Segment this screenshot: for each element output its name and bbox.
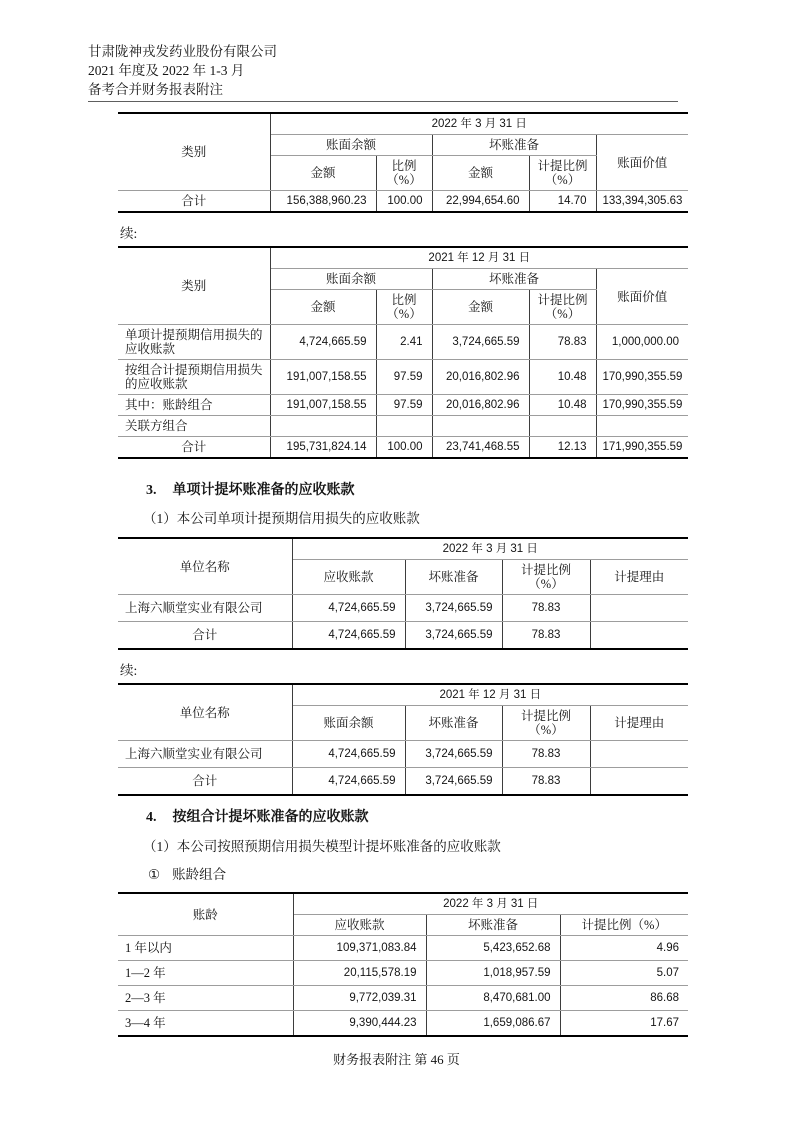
table-row [118, 360, 688, 395]
column-header-provision-ratio: 计提比例（%） [560, 915, 688, 936]
cell-receivables: 9,390,444.23 [293, 1011, 426, 1037]
cell-carrying-value: 170,990,355.59 [596, 395, 688, 416]
provision-ratio-unit: （%） [528, 577, 564, 591]
cell-provision-ratio [529, 416, 596, 437]
continued-label: 续: [120, 226, 138, 241]
page-header [88, 42, 793, 99]
cell-provision-ratio: 78.83 [502, 595, 590, 622]
provision-ratio-label: 计提比例 [520, 709, 571, 723]
cell-provision: 5,423,652.68 [426, 936, 560, 961]
cell-aging-bucket: 3—4 年 [118, 1011, 293, 1037]
cell-provision: 3,724,665.59 [405, 622, 502, 650]
provision-ratio-label: 计提比例 [520, 563, 571, 577]
section-3-number: 3. [146, 483, 157, 498]
cell-category: 合计 [118, 191, 270, 213]
cell-aging-bucket: 1 年以内 [118, 936, 293, 961]
cell-balance-amount [270, 416, 376, 437]
column-header-carrying-value: 账面价值 [596, 135, 688, 191]
cell-provision-reason [590, 595, 688, 622]
ratio-unit: （%） [386, 173, 422, 187]
column-header-amount: 金额 [270, 156, 376, 191]
cell-provision-ratio: 17.67 [560, 1011, 688, 1037]
cell-receivables: 4,724,665.59 [292, 595, 405, 622]
column-header-unit-name: 单位名称 [118, 684, 292, 741]
cell-provision-ratio: 78.83 [502, 741, 590, 768]
column-header-provision-ratio [502, 560, 590, 595]
cell-balance-amount: 4,724,665.59 [270, 325, 376, 360]
column-header-provision-reason: 计提理由 [590, 560, 688, 595]
cell-provision-ratio: 10.48 [529, 360, 596, 395]
column-header-bad-debt-provision: 坏账准备 [432, 135, 596, 156]
column-header-book-balance: 账面余额 [292, 706, 405, 741]
table-row [118, 325, 688, 360]
section-3-subheading: （1）本公司单项计提预期信用损失的应收账款 [143, 511, 420, 526]
cell-provision: 1,018,957.59 [426, 961, 560, 986]
cell-balance-ratio: 97.59 [376, 395, 432, 416]
cell-provision-reason [590, 768, 688, 796]
cell-category: 单项计提预期信用损失的应收账款 [118, 325, 270, 360]
column-header-unit-name: 单位名称 [118, 538, 292, 595]
cell-provision-ratio: 78.83 [502, 622, 590, 650]
cell-balance-ratio [376, 416, 432, 437]
column-header-book-balance: 账面余额 [270, 135, 432, 156]
cell-balance-ratio: 97.59 [376, 360, 432, 395]
cell-provision-ratio: 4.96 [560, 936, 688, 961]
ratio-label: 比例 [391, 293, 417, 307]
cell-balance-ratio: 100.00 [376, 437, 432, 459]
column-header-date: 2022 年 3 月 31 日 [270, 113, 688, 135]
column-header-date: 2021 年 12 月 31 日 [292, 684, 688, 706]
cell-provision-ratio: 5.07 [560, 961, 688, 986]
cell-balance-amount: 156,388,960.23 [270, 191, 376, 213]
column-header-category: 类别 [118, 247, 270, 325]
individual-provision-table-2021 [118, 683, 688, 796]
section-3-heading [146, 481, 793, 501]
table-row [118, 768, 688, 796]
receivables-summary-table-2022 [118, 112, 688, 213]
cell-receivables: 109,371,083.84 [293, 936, 426, 961]
column-header-provision-ratio [529, 290, 596, 325]
cell-carrying-value: 133,394,305.63 [596, 191, 688, 213]
column-header-category: 类别 [118, 113, 270, 191]
column-header-date: 2021 年 12 月 31 日 [270, 247, 688, 269]
column-header-amount: 金额 [432, 290, 529, 325]
column-header-receivables: 应收账款 [293, 915, 426, 936]
cell-provision-ratio: 78.83 [502, 768, 590, 796]
cell-aging-bucket: 1—2 年 [118, 961, 293, 986]
cell-category: 按组合计提预期信用损失的应收账款 [118, 360, 270, 395]
cell-balance-amount: 195,731,824.14 [270, 437, 376, 459]
table-row [118, 191, 688, 213]
table-row [118, 416, 688, 437]
table-row [118, 741, 688, 768]
section-3-title: 单项计提坏账准备的应收账款 [172, 483, 355, 498]
table-row [118, 1011, 688, 1037]
cell-unit-name: 合计 [118, 622, 292, 650]
column-header-date: 2022 年 3 月 31 日 [292, 538, 688, 560]
section-4-title: 按组合计提坏账准备的应收账款 [172, 810, 369, 825]
cell-provision-amount [432, 416, 529, 437]
provision-ratio-unit: （%） [544, 173, 581, 187]
provision-ratio-label: 计提比例 [537, 159, 588, 173]
circled-one-marker: ① [148, 867, 161, 882]
section-4-number: 4. [146, 810, 157, 825]
page-footer: 财务报表附注 第 46 页 [333, 1052, 460, 1067]
cell-provision-ratio: 12.13 [529, 437, 596, 459]
column-header-provision-reason: 计提理由 [590, 706, 688, 741]
column-header-aging: 账龄 [118, 893, 293, 936]
column-header-bad-debt-provision: 坏账准备 [432, 269, 596, 290]
column-header-amount: 金额 [270, 290, 376, 325]
column-header-receivables: 应收账款 [292, 560, 405, 595]
report-period: 2021 年度及 2022 年 1-3 月 [88, 63, 245, 78]
document-title: 备考合并财务报表附注 [88, 82, 223, 97]
aging-portfolio-heading [148, 865, 793, 885]
cell-carrying-value [596, 416, 688, 437]
table-row [118, 986, 688, 1011]
column-header-ratio [376, 290, 432, 325]
cell-balance: 4,724,665.59 [292, 741, 405, 768]
cell-carrying-value: 1,000,000.00 [596, 325, 688, 360]
company-name: 甘肃陇神戎发药业股份有限公司 [88, 44, 277, 59]
cell-balance-amount: 191,007,158.55 [270, 395, 376, 416]
cell-provision-amount: 22,994,654.60 [432, 191, 529, 213]
cell-unit-name: 上海六顺堂实业有限公司 [118, 595, 292, 622]
cell-balance: 4,724,665.59 [292, 768, 405, 796]
column-header-bad-debt-provision: 坏账准备 [426, 915, 560, 936]
column-header-bad-debt-provision: 坏账准备 [405, 560, 502, 595]
continued-label: 续: [120, 663, 138, 678]
provision-ratio-unit: （%） [544, 307, 581, 321]
aging-portfolio-label: 账龄组合 [172, 867, 227, 882]
cell-provision: 3,724,665.59 [405, 768, 502, 796]
cell-provision-ratio: 14.70 [529, 191, 596, 213]
cell-aging-bucket: 2—3 年 [118, 986, 293, 1011]
cell-unit-name: 合计 [118, 768, 292, 796]
aging-portfolio-table [118, 892, 688, 1037]
cell-provision-ratio: 86.68 [560, 986, 688, 1011]
cell-provision-ratio: 78.83 [529, 325, 596, 360]
cell-category: 其中：账龄组合 [118, 395, 270, 416]
cell-provision: 3,724,665.59 [405, 595, 502, 622]
cell-category: 关联方组合 [118, 416, 270, 437]
cell-carrying-value: 170,990,355.59 [596, 360, 688, 395]
ratio-label: 比例 [391, 159, 417, 173]
cell-provision-reason [590, 741, 688, 768]
cell-receivables: 20,115,578.19 [293, 961, 426, 986]
individual-provision-table-2022 [118, 537, 688, 650]
cell-category: 合计 [118, 437, 270, 459]
section-4-subheading: （1）本公司按照预期信用损失模型计提坏账准备的应收账款 [143, 839, 501, 854]
provision-ratio-unit: （%） [528, 723, 564, 737]
cell-provision-amount: 20,016,802.96 [432, 395, 529, 416]
cell-provision-amount: 3,724,665.59 [432, 325, 529, 360]
table-row [118, 622, 688, 650]
cell-provision: 3,724,665.59 [405, 741, 502, 768]
column-header-carrying-value: 账面价值 [596, 269, 688, 325]
cell-provision-amount: 20,016,802.96 [432, 360, 529, 395]
column-header-provision-ratio [502, 706, 590, 741]
table-row [118, 437, 688, 459]
cell-unit-name: 上海六顺堂实业有限公司 [118, 741, 292, 768]
table-row [118, 595, 688, 622]
header-divider [88, 101, 678, 102]
column-header-date: 2022 年 3 月 31 日 [293, 893, 688, 915]
cell-balance-amount: 191,007,158.55 [270, 360, 376, 395]
receivables-summary-table-2021 [118, 246, 688, 459]
table-row [118, 395, 688, 416]
cell-provision: 1,659,086.67 [426, 1011, 560, 1037]
cell-receivables: 4,724,665.59 [292, 622, 405, 650]
column-header-book-balance: 账面余额 [270, 269, 432, 290]
column-header-bad-debt-provision: 坏账准备 [405, 706, 502, 741]
cell-balance-ratio: 100.00 [376, 191, 432, 213]
ratio-unit: （%） [386, 307, 422, 321]
cell-provision-amount: 23,741,468.55 [432, 437, 529, 459]
provision-ratio-label: 计提比例 [537, 293, 588, 307]
table-row [118, 936, 688, 961]
cell-receivables: 9,772,039.31 [293, 986, 426, 1011]
cell-balance-ratio: 2.41 [376, 325, 432, 360]
column-header-amount: 金额 [432, 156, 529, 191]
section-4-heading [146, 808, 793, 828]
table-row [118, 961, 688, 986]
cell-provision: 8,470,681.00 [426, 986, 560, 1011]
cell-provision-ratio: 10.48 [529, 395, 596, 416]
column-header-ratio [376, 156, 432, 191]
cell-provision-reason [590, 622, 688, 650]
column-header-provision-ratio [529, 156, 596, 191]
cell-carrying-value: 171,990,355.59 [596, 437, 688, 459]
